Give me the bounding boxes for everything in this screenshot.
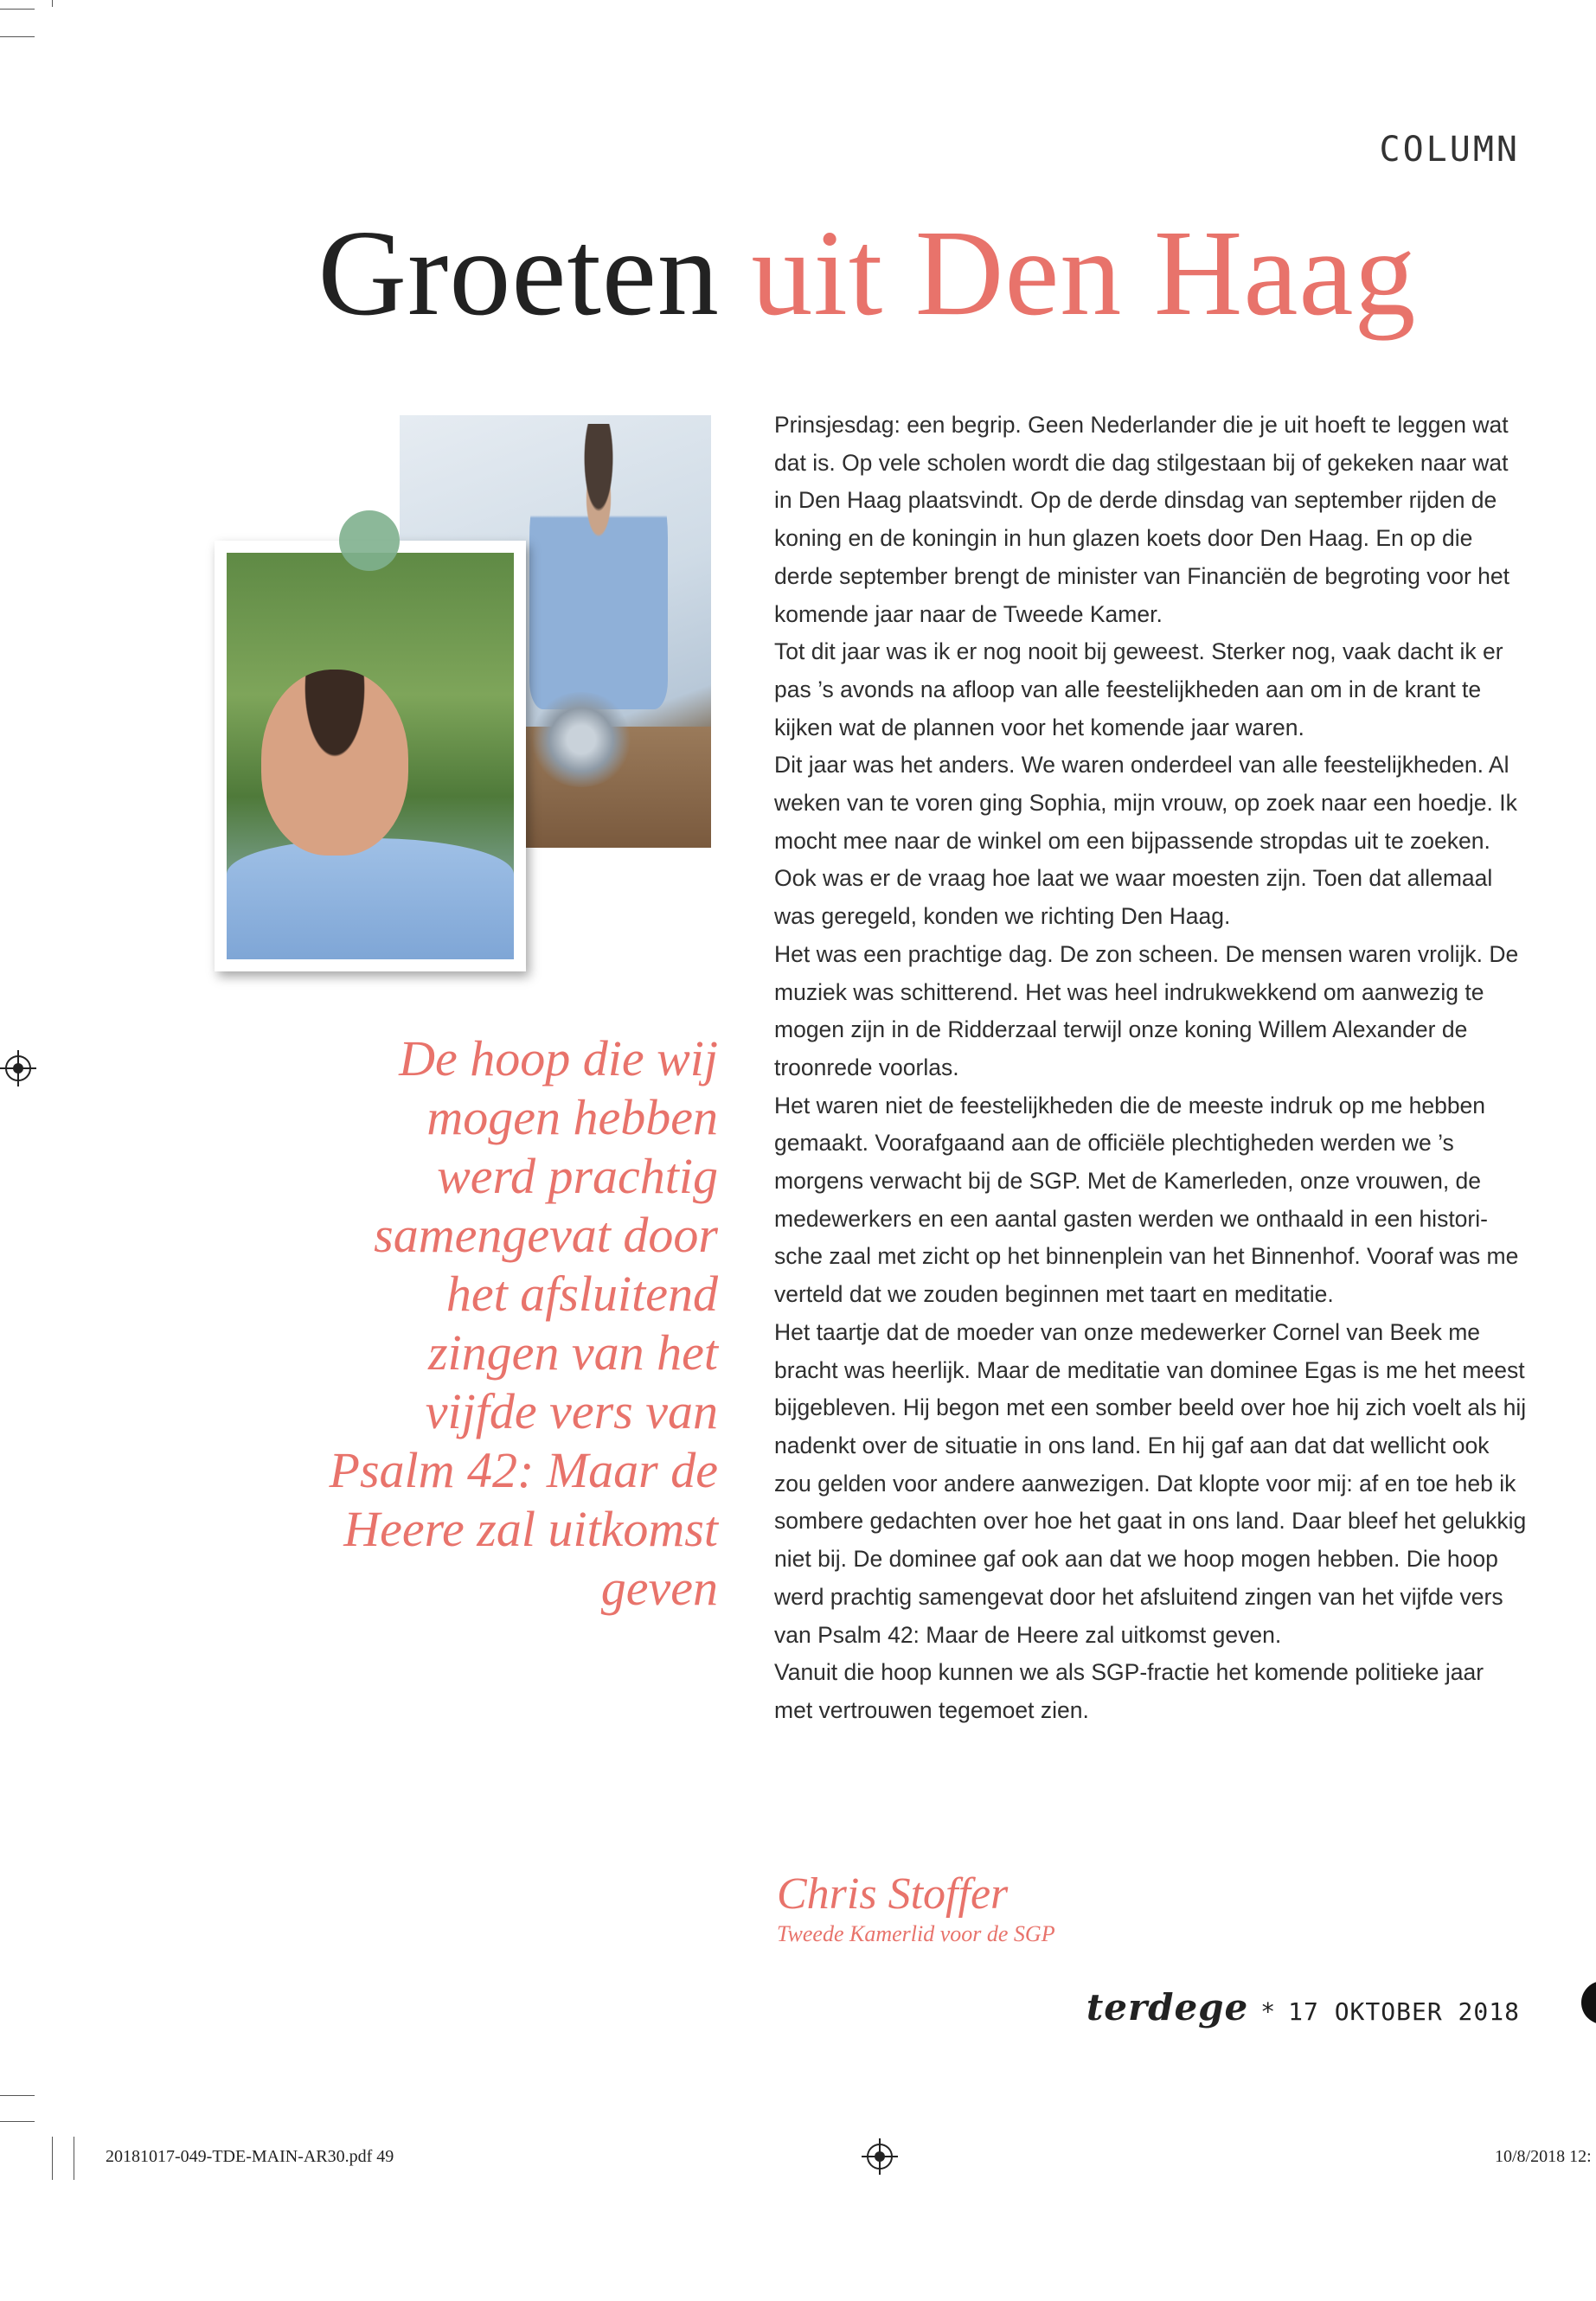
page-number-dot xyxy=(1581,1981,1596,2024)
photo-flower-shape xyxy=(529,692,633,787)
photo-face-shape xyxy=(261,670,408,856)
photo-portrait-outdoor xyxy=(227,553,514,959)
crop-mark xyxy=(52,0,53,7)
registration-mark-icon xyxy=(867,2144,893,2170)
article-body xyxy=(774,407,1527,1730)
print-slug-timestamp: 10/8/2018 12: xyxy=(1495,2147,1592,2166)
decorative-dot xyxy=(339,510,400,571)
author-name: Chris Stoffer xyxy=(777,1869,1009,1919)
crop-mark xyxy=(0,2121,35,2122)
pull-quote: De hoop die wij mogen hebben werd prachtig samengevat door het afsluitend zingen van het vijfde vers van Psalm 42: Maar de Heere zal uitkomst geven xyxy=(329,1030,718,1616)
print-slug-file: 20181017-049-TDE-MAIN-AR30.pdf 49 xyxy=(106,2147,394,2166)
title-accent-part: uit Den Haag xyxy=(751,204,1417,341)
crop-mark xyxy=(0,2095,35,2096)
article-paragraph: Het was een prachtige dag. De zon scheen. De mensen waren vrolijk. De muziek was schitterend. Het was heel indrukwekkend om aanwezig te mogen zijn in de Ridderzaal terwijl onze koning Willem Alexander de troonrede voorlas. xyxy=(774,940,1519,1080)
registration-mark-icon xyxy=(5,1055,31,1081)
footer-folio xyxy=(1086,1986,1520,2029)
crop-mark xyxy=(0,36,35,37)
article-paragraph: Vanuit die hoop kunnen we als SGP-fractie het komende politieke jaar met vertrouwen tegemoet zien. xyxy=(774,1659,1484,1723)
article-paragraph: Dit jaar was het anders. We waren onderdeel van alle feestelijkheden. Al weken van te voren ging Sophia, mijn vrouw, op zoek naar een hoedje. Ik mocht mee naar de winkel om een bijpassende stropdas uit te zoeken. Ook was er de vraag hoe laat we waar moesten zijn. Toen dat allemaal was geregeld, konden we richting Den Haag. xyxy=(774,752,1517,930)
article-paragraph: Tot dit jaar was ik er nog nooit bij geweest. Sterker nog, vaak dacht ik er pas ’s avonds na afloop van alle feestelijkheden aan om in de krant te kijken wat de plannen voor het komende jaar waren. xyxy=(774,638,1503,740)
photo-shirt-shape xyxy=(227,838,514,959)
author-role: Tweede Kamerlid voor de SGP xyxy=(777,1921,1055,1946)
article-paragraph: Het taartje dat de moeder van onze medewerker Cornel van Beek me bracht was heerlijk. Maar de meditatie van dominee Egas is me het meest bijgebleven. Hij begon met een somber beeld over hoe hij zich voelt als hij nadenkt over de situatie in ons land. En hij gaf aan dat dat wellicht ook zou gelden voor andere aanwezigen. Dat klopte voor mij: af en toe heb ik sombere gedachten over hoe het gaat in ons land. Daar bleef het gelukkig niet bij. De dominee gaf ook aan dat we hoop mogen hebben. Die hoop werd prachtig samengevat door het afsluitend zingen van het vijfde vers van Psalm 42: Maar de Heere zal uitkomst geven. xyxy=(774,1318,1527,1648)
section-label: COLUMN xyxy=(1379,130,1520,170)
article-paragraph: Het waren niet de feestelijkheden die de meeste indruk op me hebben gemaakt. Voorafgaand aan de officiële plechtigheden werden we ’s morgens verwacht bij de SGP. Met de Kamerleden, onze vrouwen, de medewerkers en een aantal gasten werden we onthaald in een historische zaal met zicht op het binnenplein van het Binnenhof. Vooraf was me verteld dat we zouden beginnen met taart en meditatie. xyxy=(774,1092,1519,1308)
page-title xyxy=(0,199,1596,346)
photo-person-shape xyxy=(529,424,668,709)
photo-portrait-frame xyxy=(215,541,526,971)
issue-date: 17 OKTOBER 2018 xyxy=(1288,1997,1520,2026)
footer-separator: * xyxy=(1260,1997,1277,2026)
title-dark-part: Groeten xyxy=(317,204,752,341)
crop-mark xyxy=(52,2137,53,2180)
article-paragraph: Prinsjesdag: een begrip. Geen Nederlander die je uit hoeft te leggen wat dat is. Op vele scholen wordt die dag stilgestaan bij of gekeken naar wat in Den Haag plaatsvindt. Op de derde dinsdag van september rijden de koning en de koningin in hun glazen koets door Den Haag. En op die derde september brengt de minister van Financiën de begroting voor het komende jaar naar de Tweede Kamer. xyxy=(774,412,1509,627)
crop-mark xyxy=(0,9,35,10)
author-byline xyxy=(777,1868,1055,1948)
magazine-brand: terdege xyxy=(1086,1986,1249,2029)
